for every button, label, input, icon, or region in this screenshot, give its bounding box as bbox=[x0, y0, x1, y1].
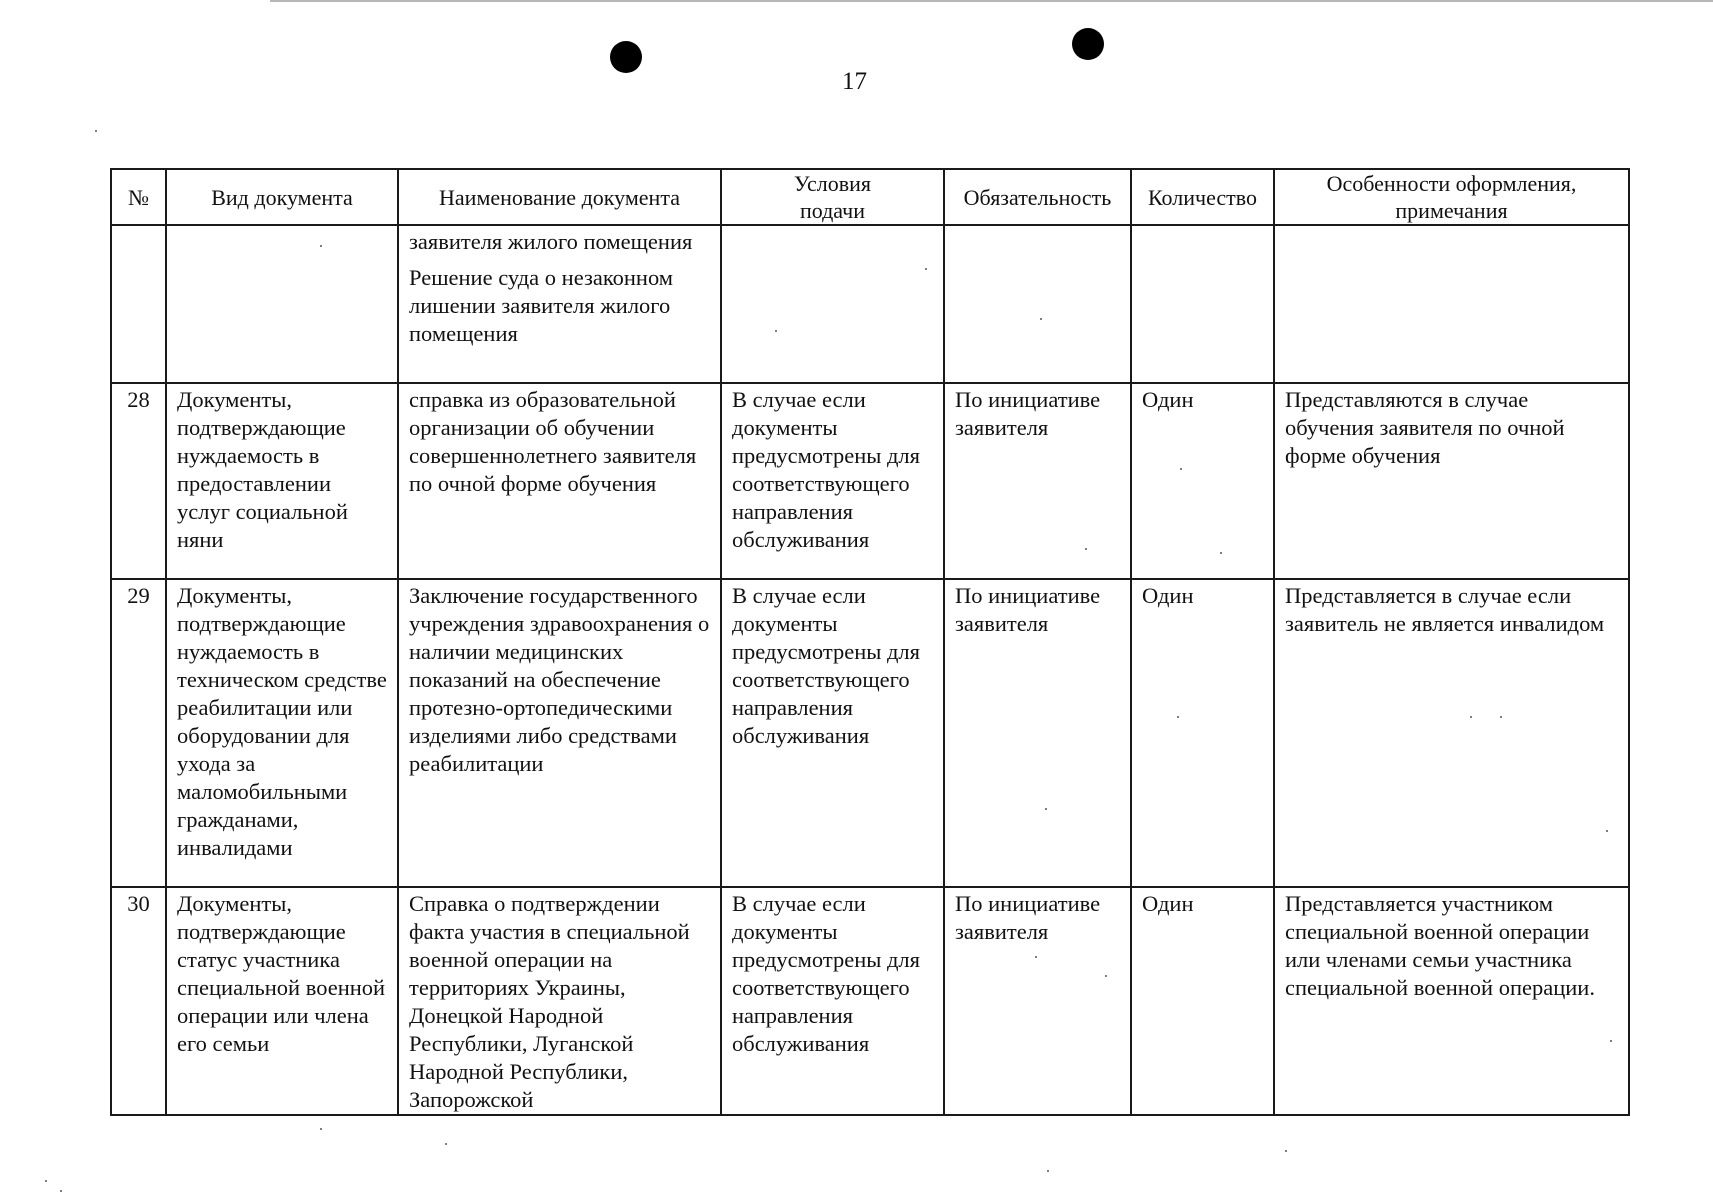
page-number: 17 bbox=[842, 68, 867, 95]
punch-hole-right bbox=[1072, 28, 1104, 60]
table-row bbox=[111, 579, 1629, 887]
row-conditions bbox=[721, 225, 944, 383]
documents-table bbox=[110, 168, 1630, 1116]
scan-speck bbox=[1040, 318, 1042, 320]
table-row bbox=[111, 225, 1629, 383]
document-name-part: справка из образовательной организации об обучении совершеннолетнего заявителя по очной форме обучения bbox=[409, 387, 697, 496]
row-quantity: Один bbox=[1131, 383, 1274, 579]
row-document-kind: Документы, подтверждающие статус участника специальной военной операции или члена его семьи bbox=[166, 887, 398, 1115]
scan-speck bbox=[445, 1143, 447, 1145]
scan-speck bbox=[1085, 548, 1087, 550]
row-document-kind bbox=[166, 225, 398, 383]
table-header-row bbox=[111, 169, 1629, 225]
document-name-part: Решение суда о незаконном лишении заявителя жилого помещения bbox=[409, 265, 674, 346]
row-obligation: По инициативе заявителя bbox=[944, 579, 1131, 887]
row-number: 30 bbox=[111, 887, 166, 1115]
scan-speck bbox=[1035, 956, 1037, 958]
table-row bbox=[111, 383, 1629, 579]
header-notes: Особенности оформления, примечания bbox=[1274, 169, 1629, 225]
row-quantity: Один bbox=[1131, 579, 1274, 887]
row-quantity bbox=[1131, 225, 1274, 383]
row-document-kind: Документы, подтверждающие нуждаемость в предоставлении услуг социальной няни bbox=[166, 383, 398, 579]
scan-speck bbox=[1610, 1040, 1612, 1042]
row-document-name bbox=[398, 579, 721, 887]
document-name-part: Справка о подтверждении факта участия в специальной военной операции на территориях Украины, Донецкой Народной Республики, Луганской Народной Республики, Запорожской bbox=[409, 891, 690, 1112]
scan-speck bbox=[1105, 975, 1107, 977]
row-number: 28 bbox=[111, 383, 166, 579]
row-obligation bbox=[944, 225, 1131, 383]
scan-speck bbox=[320, 245, 322, 247]
scan-speck bbox=[1285, 1150, 1287, 1152]
scan-speck bbox=[45, 1180, 47, 1182]
row-notes bbox=[1274, 225, 1629, 383]
row-conditions: В случае если документы предусмотрены для соответствующего направления обслуживания bbox=[721, 383, 944, 579]
scan-speck bbox=[1047, 1170, 1049, 1172]
row-notes: Представляется участником специальной военной операции или членами семьи участника специальной военной операции. bbox=[1274, 887, 1629, 1115]
row-document-kind: Документы, подтверждающие нуждаемость в техническом средстве реабилитации или оборудовании для ухода за маломобильными гражданами, инвалидами bbox=[166, 579, 398, 887]
row-number: 29 bbox=[111, 579, 166, 887]
table-row bbox=[111, 887, 1629, 1115]
header-quantity: Количество bbox=[1131, 169, 1274, 225]
scan-speck bbox=[1177, 716, 1179, 718]
scan-speck bbox=[1470, 716, 1472, 718]
header-document-kind: Вид документа bbox=[166, 169, 398, 225]
row-document-name bbox=[398, 225, 721, 383]
header-obligation: Обязательность bbox=[944, 169, 1131, 225]
punch-hole-left bbox=[610, 41, 642, 73]
scan-speck bbox=[1500, 716, 1502, 718]
row-obligation: По инициативе заявителя bbox=[944, 383, 1131, 579]
scan-speck bbox=[1606, 830, 1608, 832]
scan-speck bbox=[775, 330, 777, 332]
scan-speck bbox=[60, 1190, 62, 1192]
document-name-part: Заключение государственного учреждения здравоохранения о наличии медицинских показаний на обеспечение протезно-ортопедическими изделиями либо средствами реабилитации bbox=[409, 583, 710, 776]
header-number: № bbox=[111, 169, 166, 225]
row-notes: Представляются в случае обучения заявителя по очной форме обучения bbox=[1274, 383, 1629, 579]
scan-speck bbox=[1220, 552, 1222, 554]
row-conditions: В случае если документы предусмотрены для соответствующего направления обслуживания bbox=[721, 579, 944, 887]
document-name-part: заявителя жилого помещения bbox=[409, 229, 693, 254]
scan-speck bbox=[1045, 808, 1047, 810]
row-obligation: По инициативе заявителя bbox=[944, 887, 1131, 1115]
scan-speck bbox=[320, 1128, 322, 1130]
scan-speck bbox=[95, 130, 97, 132]
header-submission-conditions: Условия подачи bbox=[721, 169, 944, 225]
row-document-name bbox=[398, 383, 721, 579]
row-notes: Представляется в случае если заявитель не является инвалидом bbox=[1274, 579, 1629, 887]
header-document-name: Наименование документа bbox=[398, 169, 721, 225]
row-number bbox=[111, 225, 166, 383]
row-document-name bbox=[398, 887, 721, 1115]
row-conditions: В случае если документы предусмотрены для соответствующего направления обслуживания bbox=[721, 887, 944, 1115]
scan-speck bbox=[1180, 468, 1182, 470]
top-border-line bbox=[270, 0, 1713, 2]
row-quantity: Один bbox=[1131, 887, 1274, 1115]
scan-speck bbox=[925, 268, 927, 270]
